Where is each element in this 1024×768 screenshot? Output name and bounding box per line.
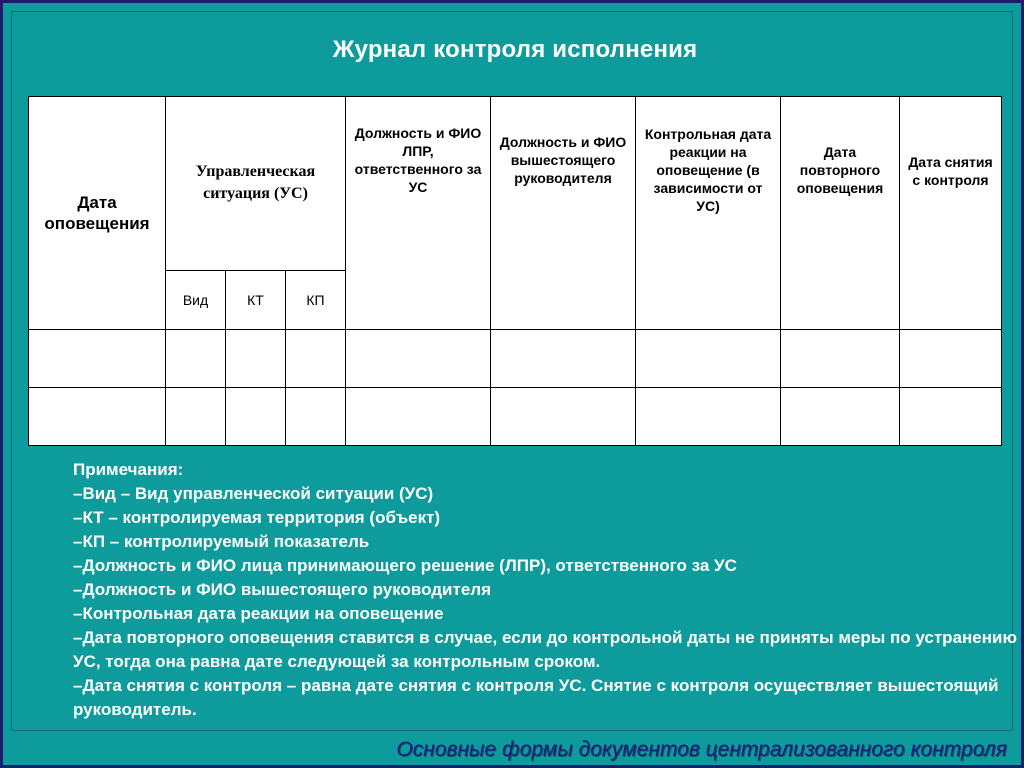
- header-lpr: Должность и ФИО ЛПР, ответственного за УС: [346, 97, 491, 330]
- header-control-date: Контрольная дата реакции на оповещение (в зависимости от УС): [636, 97, 781, 330]
- header-date-notified: Дата оповещения: [29, 97, 166, 330]
- table-cell[interactable]: [346, 330, 491, 388]
- note-item: –Должность и ФИО лица принимающего решение (ЛПР), ответственного за УС: [73, 556, 737, 575]
- table-cell[interactable]: [286, 388, 346, 446]
- table-cell[interactable]: [346, 388, 491, 446]
- page-title: Журнал контроля исполнения: [332, 36, 698, 63]
- table-cell[interactable]: [29, 330, 166, 388]
- control-journal-table: [28, 96, 1002, 446]
- notes-block: [73, 458, 1018, 722]
- table-cell[interactable]: [900, 388, 1002, 446]
- header-row: [29, 97, 1002, 271]
- subheader-kp: КП: [286, 271, 346, 330]
- notes-heading: Примечания:: [73, 460, 184, 479]
- note-item: –Дата снятия с контроля – равна дате снятия с контроля УС. Снятие с контроля осуществляет вышестоящий руководитель.: [73, 676, 999, 719]
- table-cell[interactable]: [491, 388, 636, 446]
- note-item: –Должность и ФИО вышестоящего руководителя: [73, 580, 491, 599]
- table-cell[interactable]: [226, 388, 286, 446]
- table-row: [29, 388, 1002, 446]
- note-item: –Вид – Вид управленческой ситуации (УС): [73, 484, 434, 503]
- table-cell[interactable]: [781, 388, 900, 446]
- slide-footer: Основные формы документов централизованного контроля: [396, 738, 1007, 761]
- table-cell[interactable]: [491, 330, 636, 388]
- table-cell[interactable]: [900, 330, 1002, 388]
- header-situation: Управленческая ситуация (УС): [166, 97, 346, 271]
- table-cell[interactable]: [29, 388, 166, 446]
- header-removal-date: Дата снятия с контроля: [900, 97, 1002, 330]
- note-item: –Дата повторного оповещения ставится в случае, если до контрольной даты не приняты меры по устранению УС, тогда она равна дате следующей за контрольным сроком.: [73, 628, 1017, 671]
- note-item: –КТ – контролируемая территория (объект): [73, 508, 441, 527]
- header-superior: Должность и ФИО вышестоящего руководителя: [491, 97, 636, 330]
- note-item: –Контрольная дата реакции на оповещение: [73, 604, 444, 623]
- table-cell[interactable]: [636, 330, 781, 388]
- note-item: –КП – контролируемый показатель: [73, 532, 370, 551]
- table-cell[interactable]: [636, 388, 781, 446]
- subheader-kind: Вид: [166, 271, 226, 330]
- table-cell[interactable]: [226, 330, 286, 388]
- subheader-kt: КТ: [226, 271, 286, 330]
- table-cell[interactable]: [166, 388, 226, 446]
- table-cell[interactable]: [781, 330, 900, 388]
- table-cell[interactable]: [166, 330, 226, 388]
- table-row: [29, 330, 1002, 388]
- header-repeat-date: Дата повторного оповещения: [781, 97, 900, 330]
- table-cell[interactable]: [286, 330, 346, 388]
